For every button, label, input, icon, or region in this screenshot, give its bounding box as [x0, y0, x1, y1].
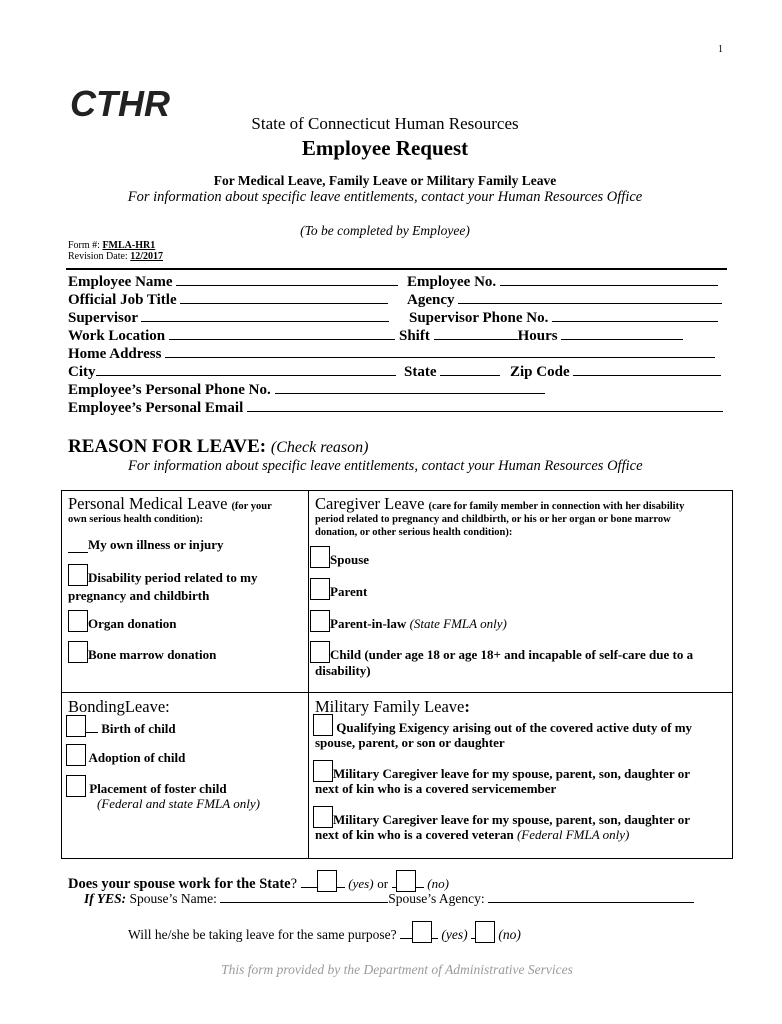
checkbox-child[interactable] [310, 641, 330, 663]
option-own-illness[interactable] [68, 536, 224, 553]
spouse-yes-label: (yes) [348, 876, 374, 891]
org-name: State of Connecticut Human Resources [251, 114, 519, 133]
personal-phone-label: Employee’s Personal Phone No. [68, 382, 271, 398]
disability-label: Disability period related to my [88, 570, 258, 585]
option-organ-donation[interactable] [68, 610, 177, 632]
same-purpose-question [128, 921, 521, 943]
employee-no-field[interactable] [407, 272, 718, 291]
military-title-text: Military Family Leave [315, 697, 465, 716]
caregiver-leave-title-text: Caregiver Leave [315, 494, 425, 513]
personal-email-field[interactable] [68, 398, 723, 417]
option-parent[interactable] [310, 578, 367, 600]
option-military-caregiver-servicemember[interactable] [313, 760, 690, 782]
birth-label: Birth of child [101, 721, 176, 736]
caregiver-note3: donation, or other serious health condition): [315, 527, 513, 538]
parent-in-law-note: (State FMLA only) [409, 616, 507, 631]
form-number-value: FMLA-HR1 [102, 240, 156, 251]
checkbox-own-illness[interactable] [68, 536, 88, 553]
caregiver-veteran-line2-text: next of kin who is a covered veteran [315, 827, 514, 842]
spouse-agency-input[interactable] [488, 889, 694, 903]
same-purpose-text: Will he/she be taking leave for the same purpose? [128, 927, 397, 942]
qualifying-exigency-label: Qualifying Exigency arising out of the covered active duty of my [336, 720, 693, 735]
agency-field[interactable] [407, 290, 722, 309]
parent-in-law-label: Parent-in-law [330, 616, 407, 631]
spouse-name-input[interactable] [220, 889, 388, 903]
spouse-label: Spouse [330, 552, 370, 567]
revision-value: 12/2017 [130, 251, 163, 262]
reason-info: For information about specific leave entitlements, contact your Human Resources Office [128, 458, 643, 474]
own-illness-label: My own illness or injury [88, 537, 224, 552]
caregiver-veteran-line2 [315, 827, 629, 843]
checkbox-caregiver-servicemember[interactable] [313, 760, 333, 782]
spouse-details [84, 889, 694, 907]
footer-text: This form provided by the Department of Administrative Services [221, 962, 573, 977]
form-number-label: Form #: [68, 240, 100, 251]
personal-leave-note1: (for your [231, 501, 272, 512]
same-purpose-no-label: (no) [498, 927, 521, 942]
checkbox-parent-in-law[interactable] [310, 610, 330, 632]
caregiver-leave-title [315, 494, 684, 514]
spouse-no-label: (no) [427, 876, 449, 891]
checkbox-same-purpose-no[interactable] [475, 921, 495, 943]
qualifying-exigency-line2: spouse, parent, or son or daughter [315, 735, 505, 750]
hours-label: Hours [517, 328, 558, 344]
caregiver-veteran-label: Military Caregiver leave for my spouse, parent, son, daughter or [333, 812, 690, 827]
option-qualifying-exigency[interactable] [313, 714, 692, 736]
checkbox-adoption[interactable] [66, 744, 86, 766]
same-purpose-yes-label: (yes) [441, 927, 468, 942]
adoption-label: Adoption of child [88, 750, 186, 765]
option-foster[interactable] [66, 775, 227, 797]
option-child[interactable] [310, 641, 693, 663]
spouse-question-mark: ? [290, 876, 298, 892]
checkbox-organ-donation[interactable] [68, 610, 88, 632]
organ-donation-label: Organ donation [88, 616, 177, 631]
caregiver-servicemember-line2: next of kin who is a covered servicemember [315, 781, 557, 796]
personal-leave-title-text: Personal Medical Leave [68, 494, 228, 513]
checkbox-qualifying-exigency[interactable] [313, 714, 333, 736]
state-field[interactable] [404, 362, 500, 381]
job-title-label: Official Job Title [68, 292, 177, 308]
option-bone-marrow[interactable] [68, 641, 216, 663]
revision-date [68, 251, 163, 262]
disability-label-line2: pregnancy and childbirth [68, 588, 210, 603]
checkbox-parent[interactable] [310, 578, 330, 600]
home-address-field[interactable] [68, 344, 715, 363]
employee-name-label: Employee Name [68, 274, 173, 290]
child-label: Child (under age 18 or age 18+ and incapable of self-care due to a [330, 647, 694, 662]
home-address-label: Home Address [68, 346, 162, 362]
spouse-or-label: or [377, 876, 389, 891]
checkbox-same-purpose-yes[interactable] [412, 921, 432, 943]
reason-heading-text: REASON FOR LEAVE: [68, 436, 267, 457]
reason-heading [68, 436, 368, 458]
shift-label: Shift [399, 328, 430, 344]
employee-no-label: Employee No. [407, 274, 497, 290]
info-line: For information about specific leave entitlements, contact your Human Resources Office [127, 189, 643, 205]
employee-name-field[interactable] [68, 272, 398, 291]
personal-leave-title [68, 494, 272, 514]
state-label: State [404, 364, 437, 380]
agency-label: Agency [407, 292, 455, 308]
option-parent-in-law[interactable] [310, 610, 507, 632]
checkbox-caregiver-veteran[interactable] [313, 806, 333, 828]
caregiver-servicemember-label: Military Caregiver leave for my spouse, parent, son, daughter or [333, 766, 690, 781]
parent-label: Parent [330, 584, 368, 599]
page-number: 1 [718, 44, 723, 55]
caregiver-note2: period related to pregnancy and childbirth, or his or her organ or bone marrow [315, 514, 671, 525]
spouse-name-label: Spouse’s Name: [129, 891, 217, 906]
personal-email-label: Employee’s Personal Email [68, 400, 244, 416]
form-number [68, 240, 155, 251]
completed-by: (To be completed by Employee) [300, 223, 470, 238]
personal-phone-field[interactable] [68, 380, 545, 399]
supervisor-field[interactable] [68, 308, 389, 327]
option-disability[interactable] [68, 564, 257, 586]
option-spouse[interactable] [310, 546, 369, 568]
spouse-agency-label: Spouse’s Agency: [388, 891, 485, 906]
shift-field[interactable] [399, 326, 683, 345]
checkbox-disability[interactable] [68, 564, 88, 586]
reason-hint: (Check reason) [270, 439, 369, 456]
table-vertical-divider [308, 490, 309, 858]
supervisor-phone-label: Supervisor Phone No. [409, 310, 549, 326]
zip-field[interactable] [510, 362, 721, 381]
foster-label: Placement of foster child [89, 781, 227, 796]
option-adoption[interactable] [66, 744, 185, 766]
zip-label: Zip Code [510, 364, 570, 380]
city-field[interactable] [68, 362, 396, 381]
option-birth[interactable] [66, 715, 176, 737]
bonding-leave-title: BondingLeave: [68, 697, 170, 716]
checkbox-spouse[interactable] [310, 546, 330, 568]
caregiver-note1: (care for family member in connection with her disability [428, 501, 685, 512]
caregiver-veteran-note: (Federal FMLA only) [516, 827, 630, 842]
table-horizontal-divider [61, 692, 732, 693]
if-yes-label: If YES: [84, 891, 127, 906]
personal-leave-note2: own serious health condition): [68, 514, 204, 525]
checkbox-foster[interactable] [66, 775, 86, 797]
supervisor-phone-field[interactable] [409, 308, 718, 327]
checkbox-bone-marrow[interactable] [68, 641, 88, 663]
header-divider [66, 268, 727, 270]
military-title-colon: : [464, 697, 470, 716]
revision-label: Revision Date: [68, 251, 128, 262]
job-title-field[interactable] [68, 290, 388, 309]
supervisor-label: Supervisor [68, 310, 138, 326]
bone-marrow-label: Bone marrow donation [88, 647, 217, 662]
option-military-caregiver-veteran[interactable] [313, 806, 690, 828]
spouse-question-text: Does your spouse work for the State [68, 876, 291, 892]
city-label: City [68, 364, 96, 380]
checkbox-birth[interactable] [66, 715, 86, 737]
bonding-note: (Federal and state FMLA only) [97, 796, 260, 811]
child-label-line2: disability) [315, 663, 371, 678]
logo-text: CTHR [70, 83, 170, 124]
work-location-field[interactable] [68, 326, 395, 345]
work-location-label: Work Location [68, 328, 166, 344]
subtitle: For Medical Leave, Family Leave or Military Family Leave [213, 173, 557, 188]
page-title: Employee Request [301, 136, 469, 160]
